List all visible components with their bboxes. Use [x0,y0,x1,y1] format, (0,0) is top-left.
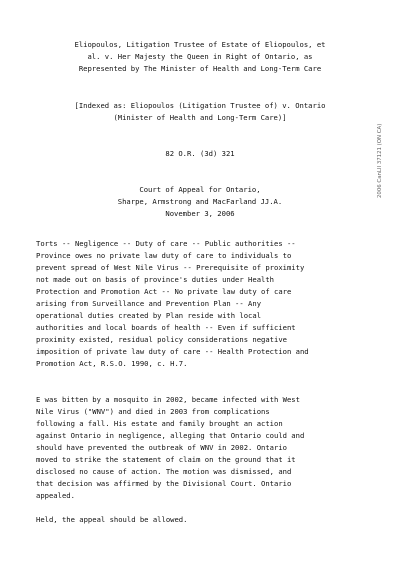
headnote-paragraph: Torts -- Negligence -- Duty of care -- Public authorities -- Province owes no private law duty of care to individuals to prevent spread of West Nile Virus -- Prerequisite of proximity not made out on basis of province's duties under Health Protection and Promotion Act -- No private law duty of care arising from Surveillance and Prevention Plan -- Any operational duties created by Plan reside with local authorities and local boards of health -- Even if sufficient proximity existed, residual policy considerations negative imposition of private law duty of care -- Health Protection and Promotion Act, R.S.O. 1990, c. H.7. [36,239,309,368]
indexed-as: [Indexed as: Eliopoulos (Litigation Trustee of) v. Ontario (Minister of Health and Long-Term Care)] [74,101,326,122]
case-title: Eliopoulos, Litigation Trustee of Estate of Eliopoulos, et al. v. Her Majesty the Queen in Right of Ontario, as Represented by The Minister of Health and Long-Term Care [74,40,326,73]
facts-paragraph: E was bitten by a mosquito in 2002, became infected with West Nile Virus ("WNV") and died in 2003 from complications following a fall. His estate and family brought an action against Ontario in negligence, alleging that Ontario could and should have prevented the outbreak of WNV in 2002. Ontario moved to strike the statement of claim on the ground that it disclosed no cause of action. The motion was dismissed, and that decision was affirmed by the Divisional Court. Ontario appealed. [36,395,305,500]
court-info: Court of Appeal for Ontario, Sharpe, Armstrong and MacFarland JJ.A. November 3, 2006 [117,185,283,218]
citation: 82 O.R. (3d) 321 [165,149,235,158]
canlii-side-stamp-text: 2006 CanLII 37121 (ON CA) [377,123,383,198]
canlii-side-stamp [374,92,384,198]
held-paragraph: Held, the appeal should be allowed. [36,515,188,524]
